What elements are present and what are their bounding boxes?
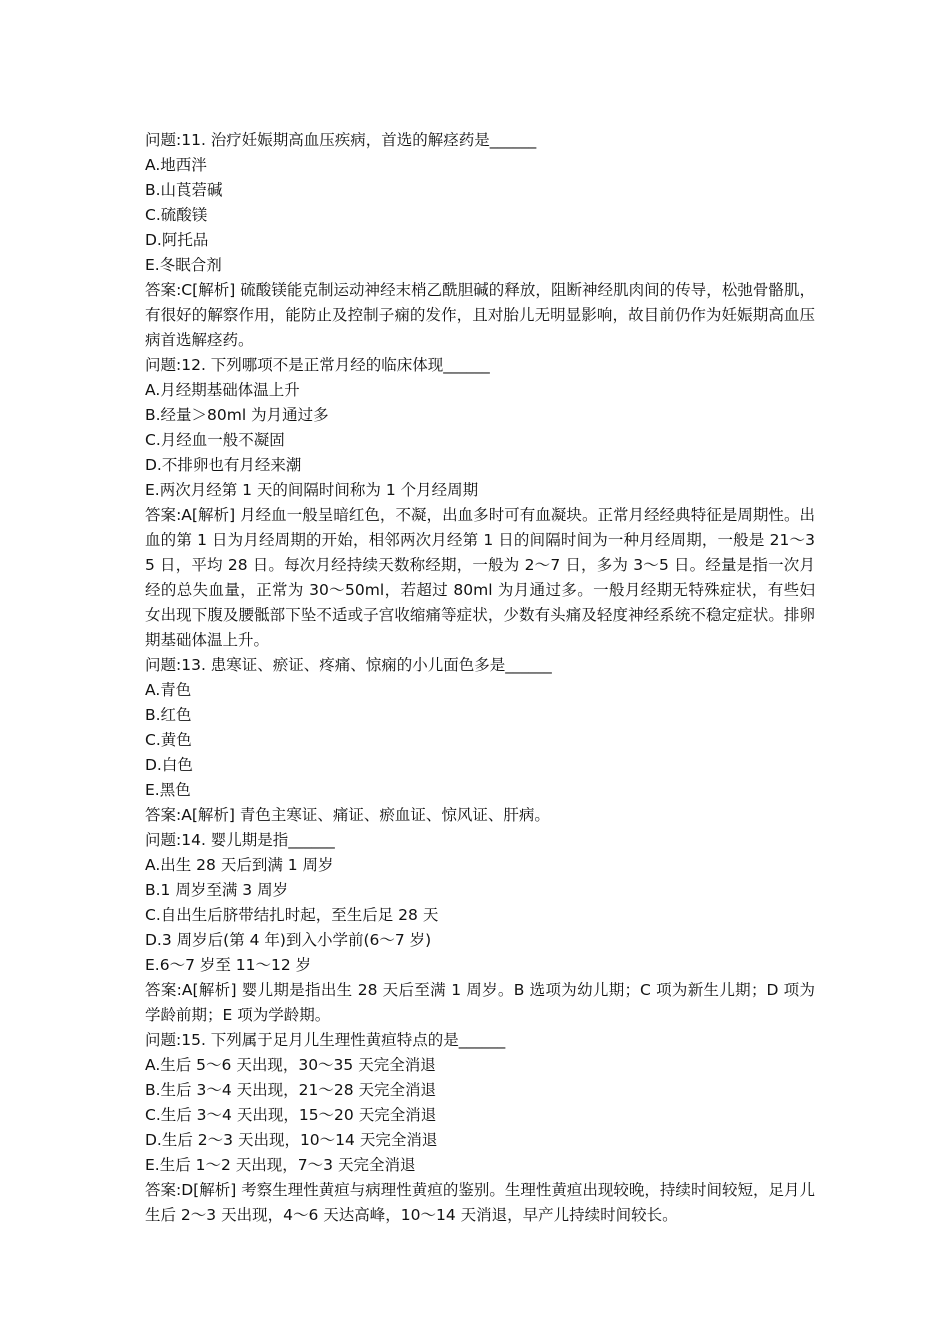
question-block bbox=[145, 828, 815, 1028]
question-stem: 问题:12. 下列哪项不是正常月经的临床体现______ bbox=[145, 356, 490, 374]
option-e: E.生后 1～2 天出现，7～3 天完全消退 bbox=[145, 1156, 416, 1174]
question-stem: 问题:15. 下列属于足月儿生理性黄疸特点的是______ bbox=[145, 1031, 506, 1049]
option-d: D.不排卵也有月经来潮 bbox=[145, 456, 302, 474]
option-c: C.生后 3～4 天出现，15～20 天完全消退 bbox=[145, 1106, 437, 1124]
option-d: D.白色 bbox=[145, 756, 193, 774]
option-b: B.生后 3～4 天出现，21～28 天完全消退 bbox=[145, 1081, 437, 1099]
option-e: E.黑色 bbox=[145, 781, 191, 799]
question-block bbox=[145, 128, 815, 353]
option-b: B.红色 bbox=[145, 706, 192, 724]
option-c: C.黄色 bbox=[145, 731, 192, 749]
answer-explanation: 答案:A[解析] 月经血一般呈暗红色，不凝，出血多时可有血凝块。正常月经经典特征是周期性。出血的第 1 日为月经周期的开始，相邻两次月经第 1 日的间隔时间为一种月经周期，一般是 21～35 日，平均 28 日。每次月经持续天数称经期，一般为 2～7 日，多为 3～5 日。经量是指一次月经的总失血量，正常为 30～50ml，若超过 80ml 为月通过多。一般月经期无特殊症状，有些妇女出现下腹及腰骶部下坠不适或子宫收缩痛等症状，少数有头痛及轻度神经系统不稳定症状。排卵期基础体温上升。 bbox=[145, 506, 815, 649]
option-c: C.月经血一般不凝固 bbox=[145, 431, 285, 449]
answer-explanation: 答案:D[解析] 考察生理性黄疸与病理性黄疸的鉴别。生理性黄疸出现较晚，持续时间较短，足月儿生后 2～3 天出现，4～6 天达高峰，10～14 天消退，早产儿持续时间较长。 bbox=[145, 1181, 815, 1224]
option-d: D.生后 2～3 天出现，10～14 天完全消退 bbox=[145, 1131, 438, 1149]
answer-explanation: 答案:C[解析] 硫酸镁能克制运动神经末梢乙酰胆碱的释放，阻断神经肌肉间的传导，松弛骨骼肌，有很好的解察作用，能防止及控制子痫的发作，且对胎儿无明显影响，故目前仍作为妊娠期高血压病首选解痉药。 bbox=[145, 281, 815, 349]
answer-explanation: 答案:A[解析] 婴儿期是指出生 28 天后至满 1 周岁。B 选项为幼儿期；C 项为新生儿期；D 项为学龄前期；E 项为学龄期。 bbox=[145, 981, 815, 1024]
answer-explanation: 答案:A[解析] 青色主寒证、痛证、瘀血证、惊风证、肝病。 bbox=[145, 806, 550, 824]
question-block bbox=[145, 653, 815, 828]
option-a: A.生后 5～6 天出现，30～35 天完全消退 bbox=[145, 1056, 436, 1074]
question-block bbox=[145, 353, 815, 653]
option-d: D.阿托品 bbox=[145, 231, 209, 249]
option-b: B.山莨菪碱 bbox=[145, 181, 223, 199]
option-b: B.经量＞80ml 为月通过多 bbox=[145, 406, 329, 424]
option-a: A.青色 bbox=[145, 681, 192, 699]
question-block bbox=[145, 1028, 815, 1228]
option-d: D.3 周岁后(第 4 年)到入小学前(6～7 岁) bbox=[145, 931, 432, 949]
option-e: E.冬眠合剂 bbox=[145, 256, 222, 274]
question-stem: 问题:13. 患寒证、瘀证、疼痛、惊痫的小儿面色多是______ bbox=[145, 656, 552, 674]
option-e: E.两次月经第 1 天的间隔时间称为 1 个月经周期 bbox=[145, 481, 479, 499]
document-page bbox=[145, 128, 815, 1228]
option-c: C.硫酸镁 bbox=[145, 206, 208, 224]
question-stem: 问题:11. 治疗妊娠期高血压疾病，首选的解痉药是______ bbox=[145, 131, 537, 149]
option-a: A.出生 28 天后到满 1 周岁 bbox=[145, 856, 334, 874]
option-b: B.1 周岁至满 3 周岁 bbox=[145, 881, 289, 899]
option-c: C.自出生后脐带结扎时起，至生后足 28 天 bbox=[145, 906, 439, 924]
option-a: A.月经期基础体温上升 bbox=[145, 381, 300, 399]
option-e: E.6～7 岁至 11～12 岁 bbox=[145, 956, 312, 974]
option-a: A.地西泮 bbox=[145, 156, 207, 174]
question-stem: 问题:14. 婴儿期是指______ bbox=[145, 831, 335, 849]
